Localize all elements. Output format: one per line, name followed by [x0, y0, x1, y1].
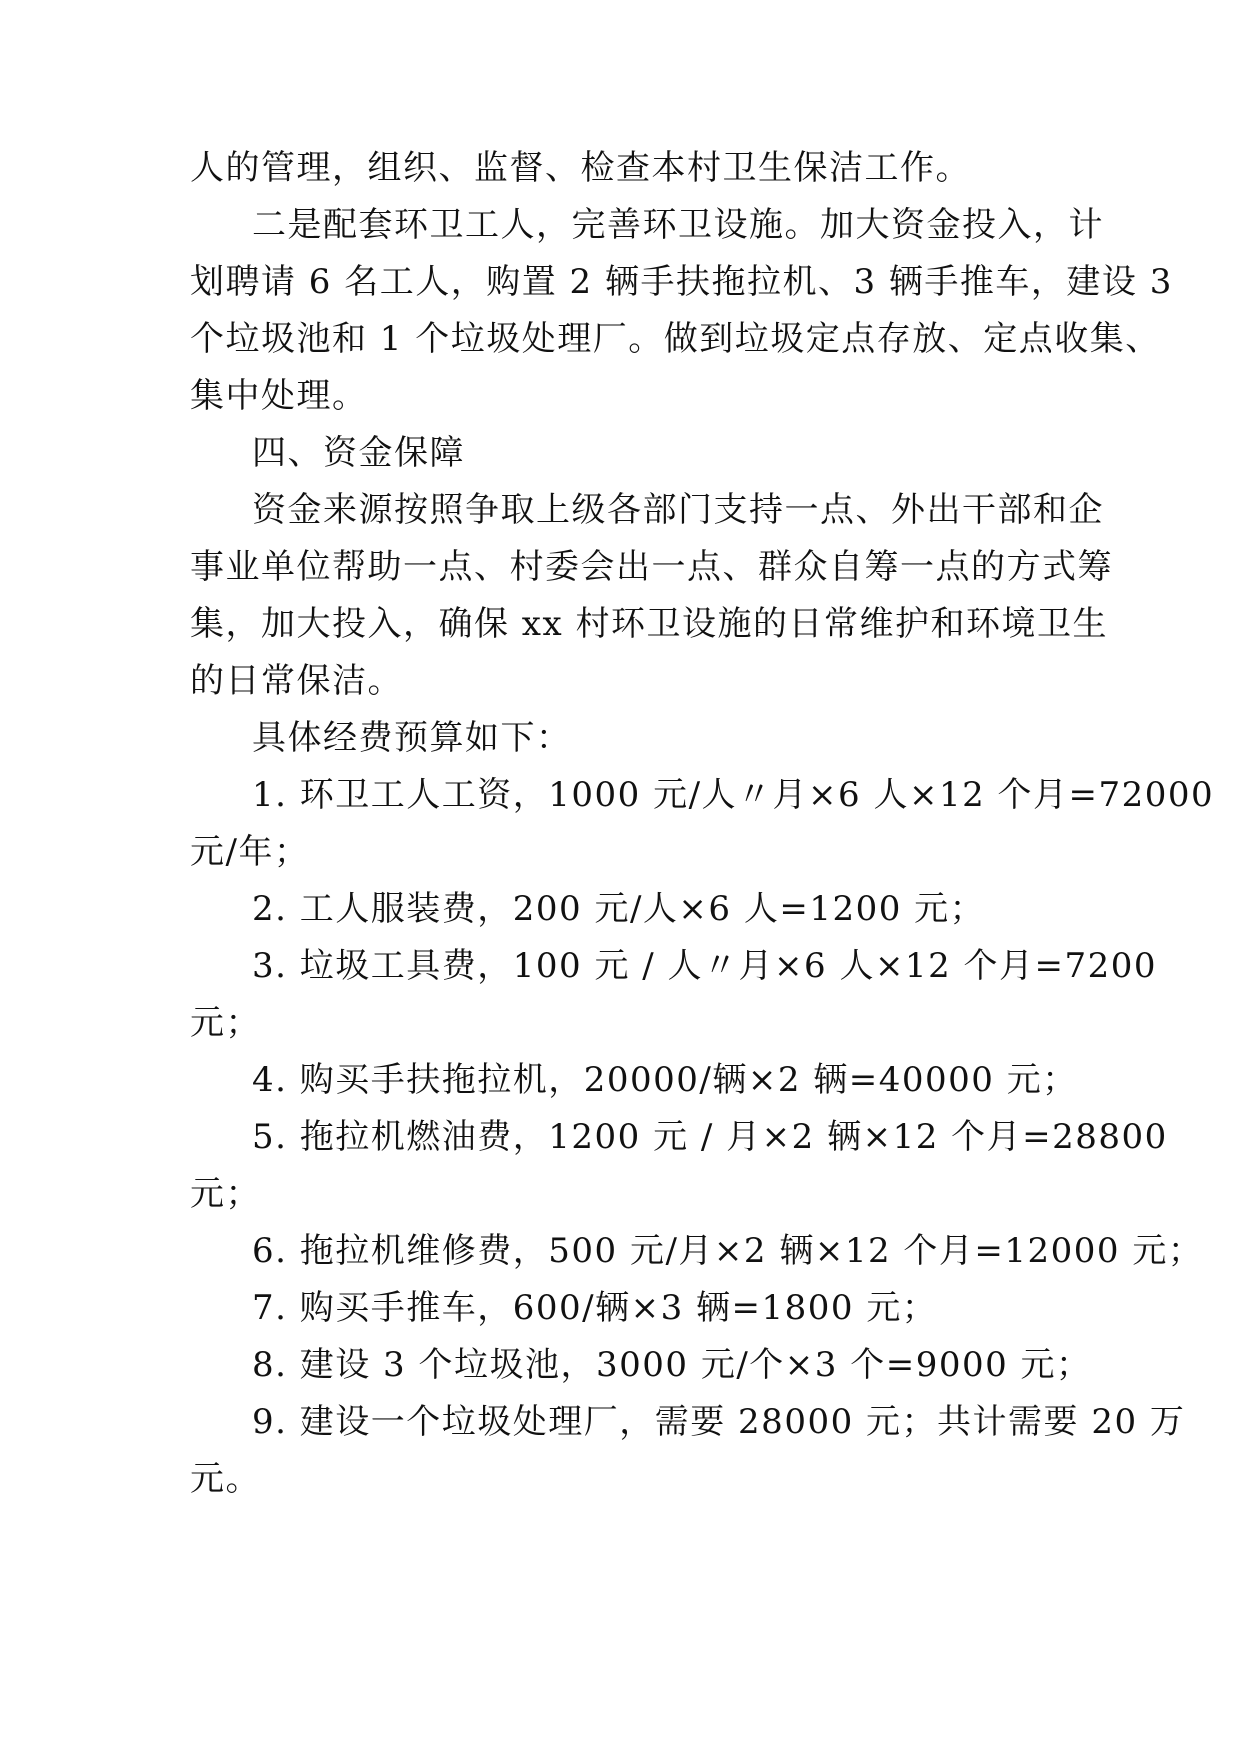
budget-item: 元/年；: [190, 832, 310, 872]
budget-item: 元；: [190, 1003, 261, 1043]
text-line: 个垃圾池和 1 个垃圾处理厂。做到垃圾定点存放、定点收集、: [190, 319, 1161, 359]
budget-item: 2. 工人服装费，200 元/人×6 人=1200 元；: [252, 889, 986, 929]
budget-item: 9. 建设一个垃圾处理厂，需要 28000 元；共计需要 20 万: [252, 1402, 1186, 1442]
text-line: 资金来源按照争取上级各部门支持一点、外出干部和企: [252, 490, 1104, 530]
budget-item: 元；: [190, 1174, 261, 1214]
text-line: 集，加大投入，确保 xx 村环卫设施的日常维护和环境卫生: [190, 604, 1108, 644]
text-line: 集中处理。: [190, 376, 368, 416]
budget-item: 5. 拖拉机燃油费，1200 元 / 月×2 辆×12 个月=28800: [252, 1117, 1168, 1157]
text-line: 人的管理，组织、监督、检查本村卫生保洁工作。: [190, 148, 971, 188]
text-line: 划聘请 6 名工人，购置 2 辆手扶拖拉机、3 辆手推车，建设 3: [190, 262, 1173, 302]
budget-item: 元。: [190, 1459, 261, 1499]
text-line: 事业单位帮助一点、村委会出一点、群众自筹一点的方式筹: [190, 547, 1113, 587]
budget-item: 8. 建设 3 个垃圾池，3000 元/个×3 个=9000 元；: [252, 1345, 1092, 1385]
section-heading: 四、资金保障: [252, 433, 465, 473]
text-line: 具体经费预算如下：: [252, 718, 572, 758]
text-line: 的日常保洁。: [190, 661, 403, 701]
budget-item: 7. 购买手推车，600/辆×3 辆=1800 元；: [252, 1288, 938, 1328]
budget-item: 1. 环卫工人工资，1000 元/人〃月×6 人×12 个月=72000: [252, 775, 1215, 815]
budget-item: 6. 拖拉机维修费，500 元/月×2 辆×12 个月=12000 元；: [252, 1231, 1204, 1271]
budget-item: 4. 购买手扶拖拉机，20000/辆×2 辆=40000 元；: [252, 1060, 1078, 1100]
text-line: 二是配套环卫工人，完善环卫设施。加大资金投入，计: [252, 205, 1104, 245]
budget-item: 3. 垃圾工具费，100 元 / 人〃月×6 人×12 个月=7200: [252, 946, 1158, 986]
